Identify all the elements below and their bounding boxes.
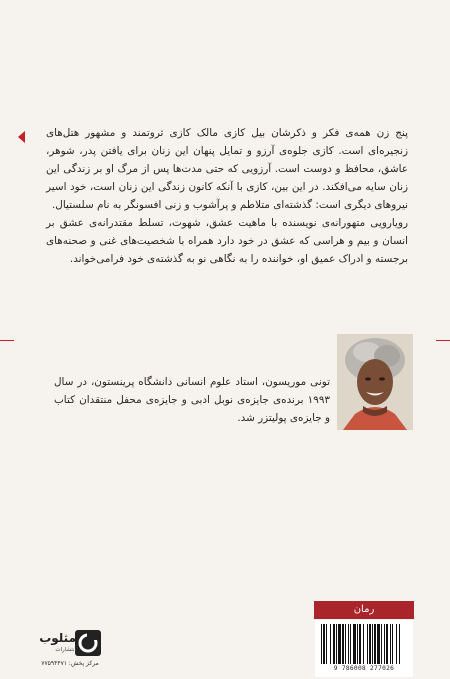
blurb-paragraph-2: رویارویی متهورانه‌ی نویسنده با ماهیت عشق، شهوت، تسلط مقتدرانه‌ی عشق بر انسان و بیم و هراسی که عشق در خود دارد همراه با شخصیت‌های غنی و صحنه‌های برجسته و ادراک عمیق او، خواننده را به نگاهی نو به گذشته‌ی خود فرامی‌خواند. <box>46 217 408 265</box>
author-portrait-icon <box>337 334 413 430</box>
red-triangle-marker-icon <box>18 131 25 143</box>
barcode-icon <box>319 624 409 664</box>
publisher-phone: مرکز پخش: ۷۷۵۹۴۴۷۱ <box>41 660 99 667</box>
barcode-digits: 9 786008 277026 <box>333 665 395 672</box>
left-edge-mark <box>0 340 14 341</box>
publisher-logo-icon <box>75 630 101 656</box>
genre-tab: رمان <box>314 601 414 619</box>
right-edge-mark <box>436 340 450 341</box>
book-blurb <box>46 124 408 268</box>
author-photo <box>337 334 413 430</box>
blurb-paragraph-1: پنج زن همه‌ی فکر و ذکرشان بیل کازی مالک کازی ثروتمند و مشهور هتل‌های زنجیره‌ای است. کازی جلوه‌ی آرزو و تمایل پنهان این زنان برای یافتن پدر، شوهر، عاشق، محافظ و دوست است. آرزویی که حتی مدت‌ها پس از مرگ او بر زندگی این زنان سایه می‌افکند. در این بین، کازی با آنکه کانون زندگی این زنان است، خود اسیر نیروهای دیگری است: گذشته‌ای متلاطم و پرآشوب و زنی افسونگر به نام سلستیال. <box>46 127 408 211</box>
publisher-name: مثلوب <box>39 631 76 645</box>
publisher-subtitle: انتشارات <box>55 647 76 653</box>
barcode <box>315 620 413 677</box>
publisher-block <box>34 628 106 672</box>
author-bio-text: تونی موریسون، استاد علوم انسانی دانشگاه پرینستون، در سال ۱۹۹۳ برنده‌ی جایزه‌ی نوبل ادبی و جایزه‌ی محفل منتقدان کتاب و جایزه‌ی پولیتزر شد. <box>54 376 330 424</box>
author-bio <box>54 373 330 427</box>
